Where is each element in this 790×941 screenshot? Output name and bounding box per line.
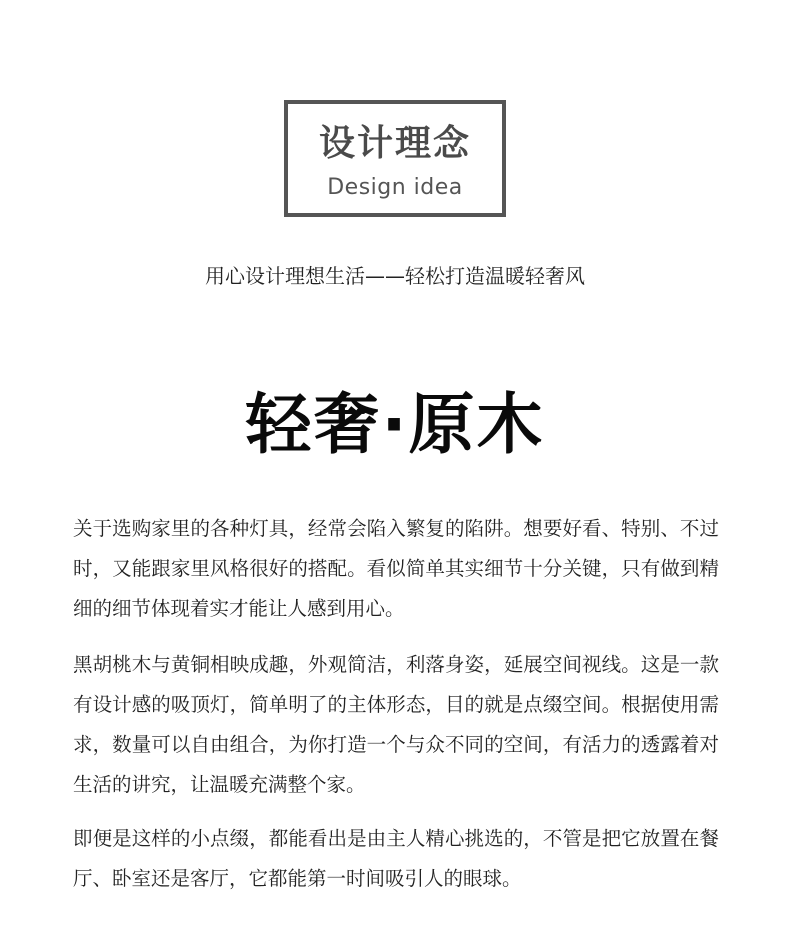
section-title-en: Design idea xyxy=(327,175,463,200)
body-paragraph-1: 关于选购家里的各种灯具，经常会陷入繁复的陷阱。想要好看、特别、不过时，又能跟家里风格很好的搭配。看似简单其实细节十分关键，只有做到精细的细节体现着实才能让人感到用心。 xyxy=(73,517,719,620)
section-title-cn: 设计理念 xyxy=(318,123,471,164)
body-paragraph-2: 黑胡桃木与黄铜相映成趣，外观简洁，利落身姿，延展空间视线。这是一款有设计感的吸顶灯，简单明了的主体形态，目的就是点缀空间。根据使用需求，数量可以自由组合，为你打造一个与众不同的空间，有活力的透露着对生活的讲究，让温暖充满整个家。 xyxy=(73,653,719,796)
section-title-box xyxy=(284,100,506,217)
body-paragraph-3: 即便是这样的小点缀，都能看出是由主人精心挑选的，不管是把它放置在餐厅、卧室还是客厅，它都能第一时间吸引人的眼球。 xyxy=(73,827,719,890)
page-headline: 轻奢·原木 xyxy=(245,386,545,463)
page-subtitle: 用心设计理想生活——轻松打造温暖轻奢风 xyxy=(205,264,585,288)
